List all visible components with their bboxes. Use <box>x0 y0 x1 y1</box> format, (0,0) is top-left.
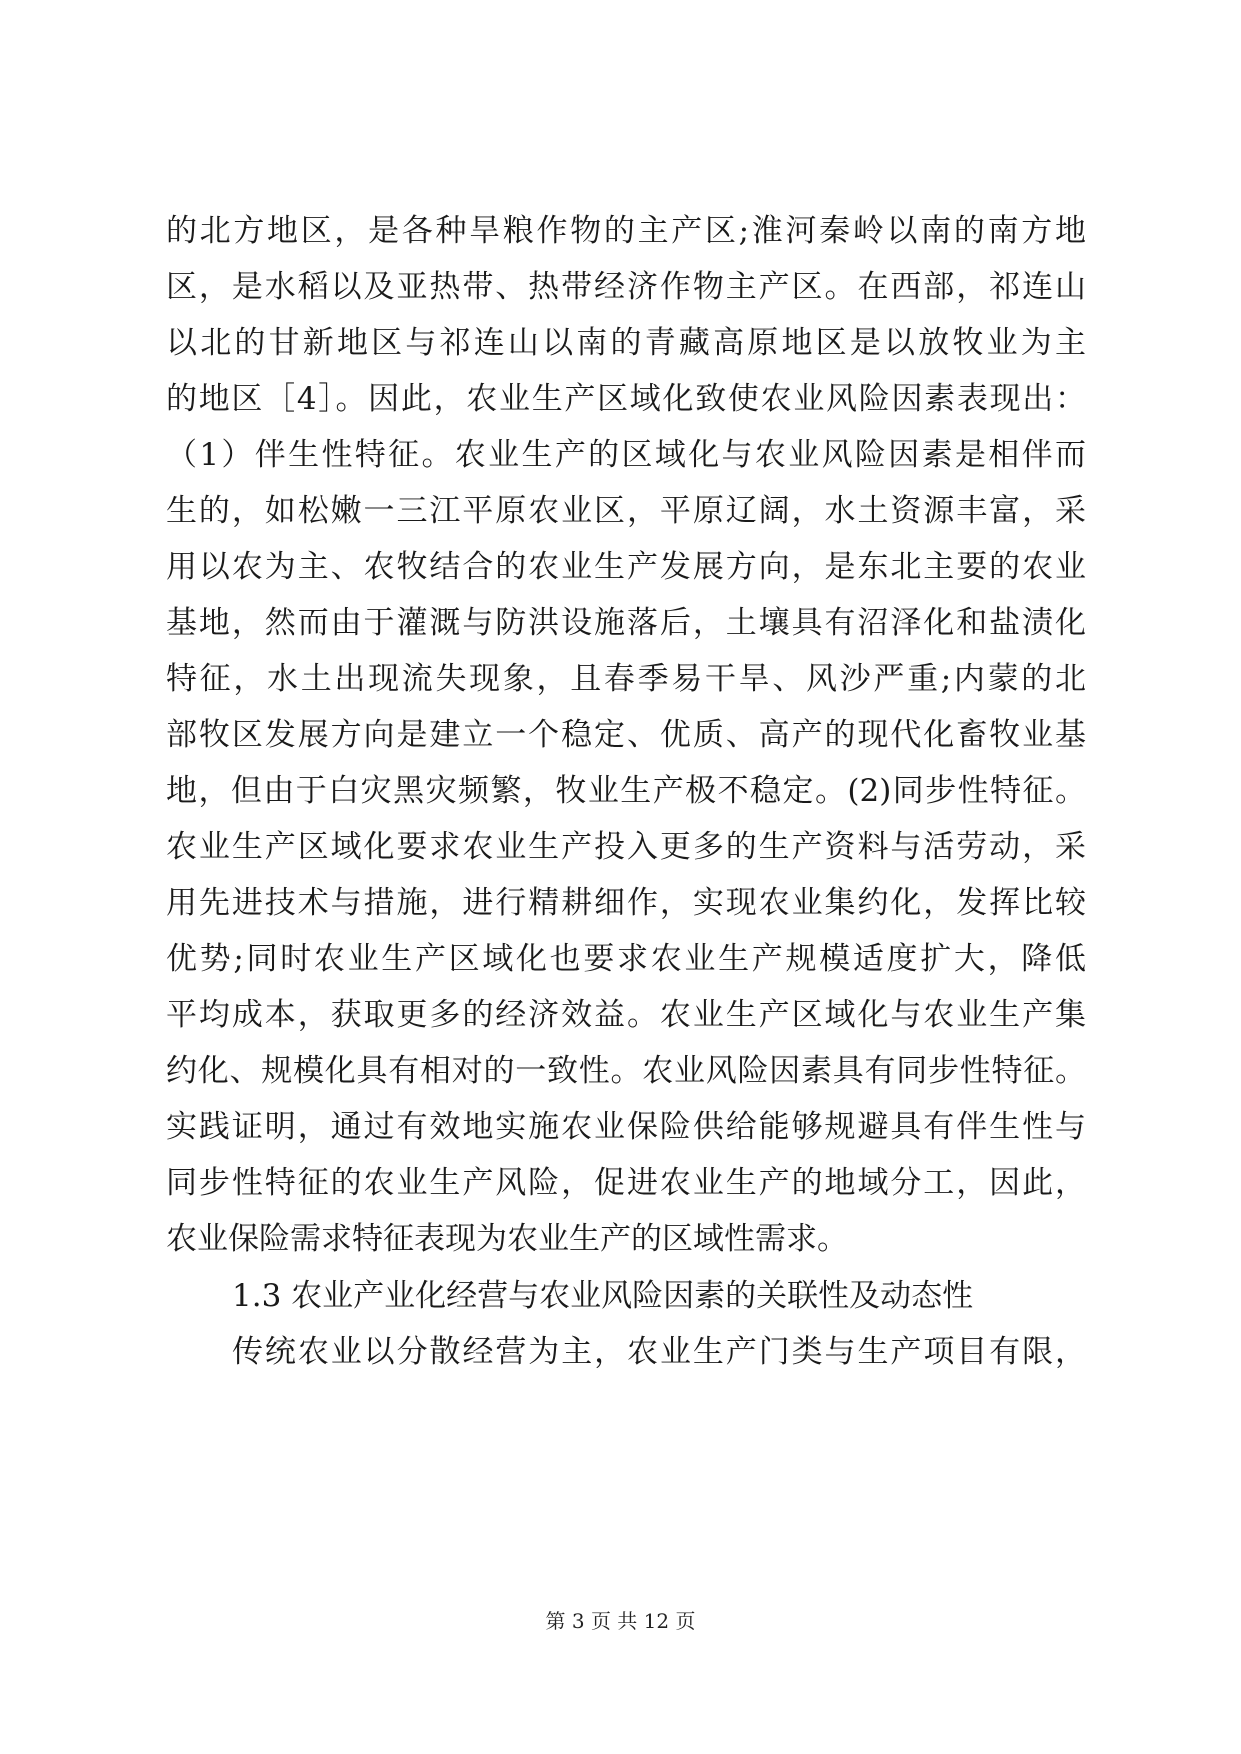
text-line: 特征，水土出现流失现象，且春季易干旱、风沙严重;内蒙的北 <box>166 661 1086 697</box>
page-number-footer: 第 3 页 共 12 页 <box>545 1609 696 1633</box>
text-line: 地，但由于白灾黑灾频繁，牧业生产极不稳定。(2)同步性特征。 <box>166 773 1086 809</box>
text-line: 区，是水稻以及亚热带、热带经济作物主产区。在西部，祁连山 <box>166 269 1086 305</box>
text-line: 生的，如松嫩一三江平原农业区，平原辽阔，水土资源丰富，采 <box>166 493 1086 529</box>
text-line: 的地区［4］。因此，农业生产区域化致使农业风险因素表现出： <box>166 381 1086 417</box>
text-line: 基地，然而由于灌溉与防洪设施落后，土壤具有沼泽化和盐渍化 <box>166 605 1086 641</box>
text-line: 约化、规模化具有相对的一致性。农业风险因素具有同步性特征。 <box>166 1053 1086 1089</box>
text-line: 同步性特征的农业生产风险，促进农业生产的地域分工，因此， <box>166 1165 1086 1201</box>
text-line: 用先进技术与措施，进行精耕细作，实现农业集约化，发挥比较 <box>166 885 1086 921</box>
text-line: 传统农业以分散经营为主，农业生产门类与生产项目有限， <box>232 1334 1086 1370</box>
text-line: （1）伴生性特征。农业生产的区域化与农业风险因素是相伴而 <box>166 437 1086 473</box>
text-line: 实践证明，通过有效地实施农业保险供给能够规避具有伴生性与 <box>166 1109 1086 1145</box>
text-line: 部牧区发展方向是建立一个稳定、优质、高产的现代化畜牧业基 <box>166 717 1086 753</box>
text-line: 农业保险需求特征表现为农业生产的区域性需求。 <box>166 1221 848 1257</box>
text-line: 优势;同时农业生产区域化也要求农业生产规模适度扩大，降低 <box>166 941 1086 977</box>
text-line: 用以农为主、农牧结合的农业生产发展方向，是东北主要的农业 <box>166 549 1086 585</box>
text-line: 平均成本，获取更多的经济效益。农业生产区域化与农业生产集 <box>166 997 1086 1033</box>
text-line: 的北方地区，是各种旱粮作物的主产区;淮河秦岭以南的南方地 <box>166 213 1086 249</box>
section-heading: 1.3 农业产业化经营与农业风险因素的关联性及动态性 <box>232 1278 974 1314</box>
text-line: 农业生产区域化要求农业生产投入更多的生产资料与活劳动，采 <box>166 829 1086 865</box>
text-line: 以北的甘新地区与祁连山以南的青藏高原地区是以放牧业为主 <box>166 325 1086 361</box>
